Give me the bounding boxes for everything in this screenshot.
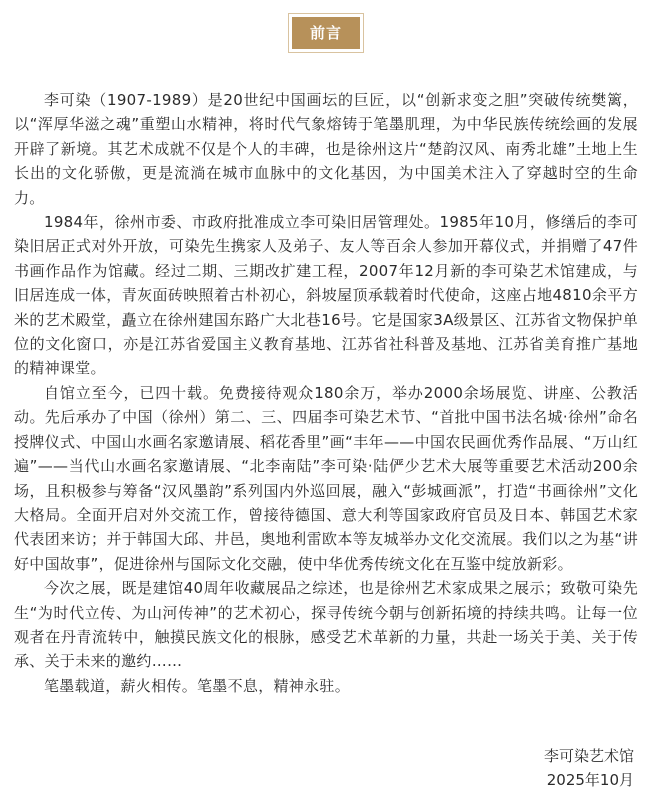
header bbox=[0, 14, 652, 52]
paragraph-history: 1984年，徐州市委、市政府批准成立李可染旧居管理处。1985年10月，修缮后的李可染旧居正式对外开放，可染先生携家人及弟子、友人等百余人参加开幕仪式，并捐赠了47件书画作品作为馆藏。经过二期、三期改扩建工程，2007年12月新的李可染艺术馆建成，与旧居连成一体，青灰面砖映照着古朴初心，斜坡屋顶承载着时代使命，这座占地4810余平方米的艺术殿堂，矗立在徐州建国东路广大北巷16号。它是国家3A级景区、江苏省文物保护单位的文化窗口，亦是江苏省爱国主义教育基地、江苏省社科普及基地、江苏省美育推广基地的精神课堂。 bbox=[14, 213, 638, 378]
signature-organization: 李可染艺术馆 bbox=[543, 747, 634, 765]
signature-block bbox=[544, 744, 634, 792]
paragraph-intro: 李可染（1907-1989）是20世纪中国画坛的巨匠，以“创新求变之胆”突破传统樊篱，以“浑厚华滋之魂”重塑山水精神，将时代气象熔铸于笔墨肌理，为中华民族传统绘画的发展开辟了新境。其艺术成就不仅是个人的丰碑，也是徐州这片“楚韵汉风、南秀北雄”土地上生长出的文化骄傲，更是流淌在城市血脉中的文化基因，为中国美术注入了穿越时空的生命力。 bbox=[14, 91, 638, 207]
preface-body bbox=[14, 88, 638, 698]
page-title: 前言 bbox=[292, 17, 360, 49]
paragraph-exhibition: 今次之展，既是建馆40周年收藏展品之综述，也是徐州艺术家成果之展示；致敬可染先生“为时代立传、为山河传神”的艺术初心，探寻传统今朝与创新拓境的持续共鸣。让每一位观者在丹青流转中，触摸民族文化的根脉，感受艺术革新的力量，共赴一场关于美、关于传承、关于未来的邀约…… bbox=[14, 579, 638, 671]
signature-date: 2025年10月 bbox=[546, 771, 634, 789]
paragraph-closing: 笔墨载道，薪火相传。笔墨不息，精神永驻。 bbox=[44, 676, 351, 695]
paragraph-activities: 自馆立至今，已四十载。免费接待观众180余万，举办2000余场展览、讲座、公教活动。先后承办了中国（徐州）第二、三、四届李可染艺术节、“首批中国书法名城·徐州”命名授牌仪式、中国山水画名家邀请展、稻花香里”画“丰年——中国农民画优秀作品展、“万山红遍”——当代山水画名家邀请展、“北李南陆”李可染·陆俨少艺术大展等重要艺术活动200余场，且积极参与筹备“汉风墨韵”系列国内外巡回展，融入“彭城画派”，打造“书画徐州”文化大格局。全面开启对外交流工作，曾接待德国、意大利等国家政府官员及日本、韩国艺术家代表团来访；并于韩国大邱、井邑，奥地利雷欧本等友城举办文化交流展。我们以之为基“讲好中国故事”，促进徐州与国际文化交融，使中华优秀传统文化在互鉴中绽放新彩。 bbox=[14, 383, 638, 573]
